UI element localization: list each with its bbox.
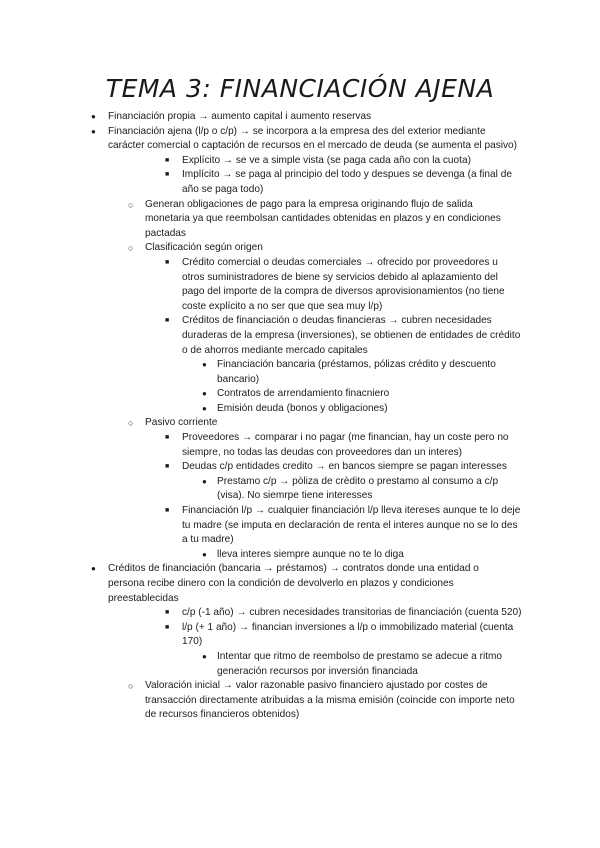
bullet-icon: ○ bbox=[128, 199, 134, 210]
bullet-icon: ○ bbox=[128, 418, 134, 429]
bullet-icon: ● bbox=[202, 476, 207, 486]
list-item bbox=[0, 402, 600, 417]
list-item-text: Financiación propia → aumento capital i aumento reservas bbox=[108, 111, 372, 122]
bullet-icon: ● bbox=[91, 564, 96, 574]
list-item bbox=[0, 358, 600, 387]
bullet-icon: ■ bbox=[165, 623, 170, 631]
bullet-icon: ■ bbox=[165, 463, 170, 471]
list-item-text: Créditos de financiación (bancaria → préstamos) → contratos donde una entidad o persona recibe dinero con la condición de devolverlo en plazos y condiciones preestablecidas bbox=[108, 563, 479, 604]
bullet-icon: ● bbox=[91, 126, 96, 136]
list-item-text: Prestamo c/p → pòliza de crèdito o prestamo al consumo a c/p (visa). No siemrpe tiene interesses bbox=[217, 475, 499, 502]
bullet-icon: ■ bbox=[165, 258, 170, 266]
list-item bbox=[0, 314, 600, 358]
list-item bbox=[0, 125, 600, 154]
list-item bbox=[0, 460, 600, 475]
list-item-text: llevа interes siempre aunque no te lo diga bbox=[217, 548, 404, 560]
list-item bbox=[0, 387, 600, 402]
list-item-text: Deudas c/p entidades credito → en bancos siempre se pagan interesses bbox=[182, 461, 507, 473]
list-item bbox=[0, 431, 600, 460]
list-item-text: Contratos de arrendamiento finacniero bbox=[217, 388, 390, 400]
bullet-icon: ● bbox=[202, 389, 207, 399]
bullet-icon: ● bbox=[202, 549, 207, 559]
list-item bbox=[0, 168, 600, 197]
list-item-text: Generan obligaciones de pago para la empresa originando flujo de salida monetaria ya que reembolsan cantidades obtenidas en plazos y en condiciones pactadas bbox=[145, 198, 501, 239]
bullet-icon: ○ bbox=[128, 243, 134, 254]
list-item bbox=[0, 679, 600, 723]
list-item-text: Financiación bancaria (préstamos, pólizas crédito y descuento bancario) bbox=[217, 359, 496, 385]
bullet-icon: ■ bbox=[165, 156, 170, 164]
list-item-text: Intentar que ritmo de reembolso de prestamo se adecue a ritmo generación recursos por inversión financiada bbox=[217, 650, 503, 677]
list-item-text: Pasivo corriente bbox=[145, 417, 218, 429]
list-item-text: Financiación ajena (l/p o c/p) → se incorpora a la empresa des del exterior mediante carácter comercial o captación de recursos en el mercado de deuda (se aumenta el pasivo) bbox=[108, 125, 518, 152]
list-item bbox=[0, 475, 600, 504]
list-item bbox=[0, 650, 600, 679]
bullet-icon: ■ bbox=[165, 317, 170, 325]
list-item-text: Clasificación según origen bbox=[145, 242, 263, 254]
list-item-text: l/p (+ 1 año) → financian inversiones a l/p o immobilizado material (cuenta 170) bbox=[182, 621, 514, 648]
list-item bbox=[0, 256, 600, 314]
bullet-icon: ● bbox=[202, 360, 207, 370]
list-item-text: Financiación l/p → cualquier financiación l/p lleva itereses aunque te lo deje tu madre (se imputa en declaración de renta el interes aunque no se lo des a tu madre) bbox=[182, 505, 521, 546]
bullet-icon: ■ bbox=[165, 171, 170, 179]
list-item-text: c/p (-1 año) → cubren necesidades transitorias de financiación (cuenta 520) bbox=[182, 607, 522, 619]
list-item bbox=[0, 606, 600, 621]
list-item bbox=[0, 562, 600, 606]
bullet-icon: ■ bbox=[165, 434, 170, 442]
bullet-icon: ○ bbox=[128, 681, 134, 692]
bullet-icon: ■ bbox=[165, 609, 170, 617]
notes-list bbox=[0, 110, 600, 723]
list-item-text: Implícito → se paga al principio del todo y despues se devenga (a final de año se paga todo) bbox=[182, 169, 512, 195]
list-item-text: Créditos de financiación o deudas financieras → cubren necesidades duraderas de la empresa (inversiones), se obtienen de entidades de crédito o de ahorros mediante mercado capitales bbox=[182, 315, 521, 356]
list-item bbox=[0, 621, 600, 650]
list-item-text: Emisión deuda (bonos y obligaciones) bbox=[217, 402, 388, 414]
list-item bbox=[0, 198, 600, 242]
bullet-icon: ■ bbox=[165, 507, 170, 515]
list-item-text: Crédito comercial o deudas comerciales → ofrecido por proveedores u otros suministradores de biene sy servicios debido al aplazamiento del pago del importe de la compra de diversos aprovisionamientos (no tiene coste explícito a no ser que que sea muy l/p) bbox=[182, 256, 505, 312]
list-item-text: Proveedores → comparar i no pagar (me financian, hay un coste pero no siempre, no todas las deudas con proveedores dan un interes) bbox=[182, 432, 509, 458]
page-title: TEMA 3: FINANCIACIÓN AJENA bbox=[105, 74, 495, 103]
list-item-text: Explícito → se ve a simple vista (se paga cada año con la cuota) bbox=[182, 154, 471, 166]
list-item bbox=[0, 548, 600, 563]
list-item bbox=[0, 110, 600, 125]
list-item bbox=[0, 241, 600, 256]
bullet-icon: ● bbox=[202, 403, 207, 413]
bullet-icon: ● bbox=[202, 651, 207, 661]
list-item bbox=[0, 154, 600, 169]
list-item bbox=[0, 504, 600, 548]
list-item-text: Valoración inicial → valor razonable pasivo financiero ajustado por costes de transacción directamente atribuidas a la misma emisión (coincide con importe neto de recursos financieros obtenidos) bbox=[145, 680, 515, 721]
list-item bbox=[0, 416, 600, 431]
bullet-icon: ● bbox=[91, 112, 96, 121]
